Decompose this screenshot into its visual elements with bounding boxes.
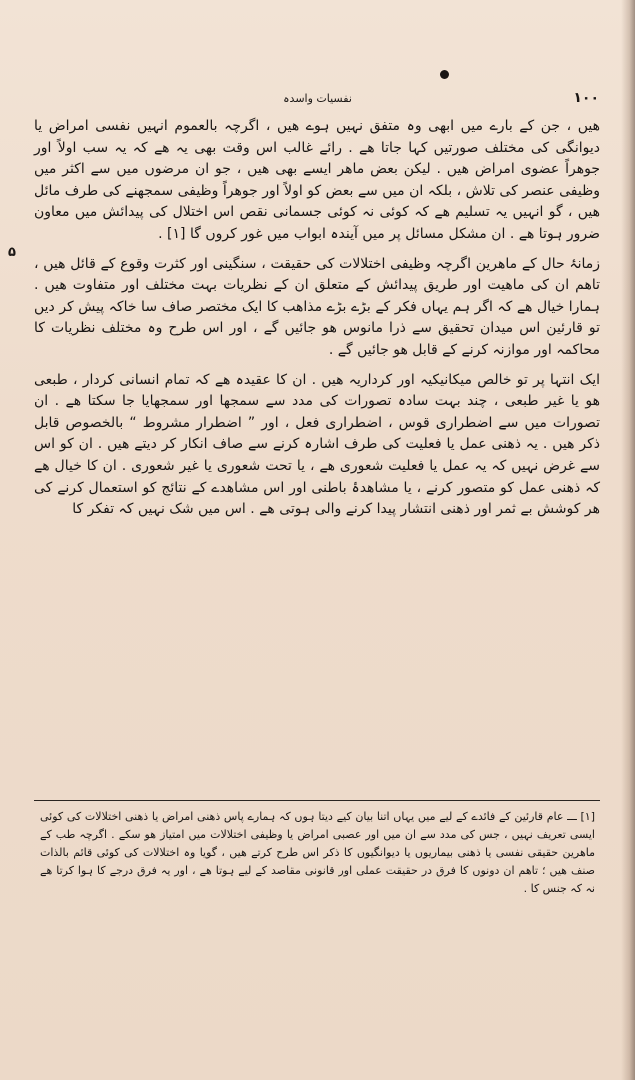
page-spine-shadow: [621, 0, 635, 1080]
footnotes: [40, 808, 595, 898]
footnote-divider: [34, 800, 600, 801]
paragraph: ایک انتہا پر تو خالص میکانیکیہ اور کرداریہ ھیں . ان کا عقیدہ ھے کہ تمام انسانی کردار ، طبعی ھو یا غیر طبعی ، چند بہت سادہ تصورات کی مدد سے سمجھا اور سمجھایا جا سکتا ھے . ان تصورات میں سے اضطراری قوس ، اضطراری فعل ، اور ” اضطرار مشروط “ بالخصوص قابل ذکر ھیں . یہ ذھنی عمل یا فعلیت کی طرف اشارہ کرنے سے صاف انکار کر دیتے ھیں . ان کو اس سے غرض نہیں کہ یہ عمل یا فعلیت شعوری ھے ، یا تحت شعوری یا غیر شعوری . ان کا خیال ھے کہ ذھنی عمل کو متصور کرنے ، یا مشاھدۂ باطنی اور اس مشاھدے کے نتائج کو استعمال کرنے کی ھر کوشش بے ثمر اور ذھنی انتشار پیدا کرنے والی ہوتی ھے . اس میں شک نہیں کہ تفکر کا: [34, 371, 600, 518]
ink-blot: [440, 70, 449, 79]
footnote: [۱] ـــ عام قارئین کے فائدے کے لیے میں یہاں اتنا بیان کیے دیتا ہوں کہ ہمارے پاس ذھنی امراض یا ذھنی اختلالات کی کوئی ایسی تعریف نہیں ، جس کی مدد سے ان میں اور عصبی امراض یا وظیفی اختلالات میں امتیاز ھو سکے . اگرچہ طب کے ماھرین حقیقی نفسی یا ذھنی بیماریوں یا دیوانگیوں کا ذکر اس طرح کرتے ھیں ، گویا وہ اختلالات کی کوئی قائم بالذات صنف ھیں ؛ تاھم ان دونوں کا فرق در حقیقت عملی اور قانونی مقاصد کے لیے ہوتا ھے ، اور یہ فرق درجے کا ہوا کرتا ھے نہ کہ جنس کا .: [40, 810, 595, 895]
main-text: [34, 116, 600, 529]
page-number: ۱۰۰: [573, 90, 599, 106]
paragraph: زمانۂ حال کے ماھرین اگرچہ وظیفی اختلالات کی حقیقت ، سنگینی اور کثرت وقوع کے قائل ھیں ، تاھم ان کی ماھیت اور طریق پیدائش کے متعلق ان کے نظریات بہت مختلف اور متفاوت ھیں . ہمارا خیال ھے کہ اگر ہم یہاں فکر کے بڑے بڑے مذاھب کا ایک مختصر صاف سا خاکہ پیش کر دیں تو قارئین اس میدان تحقیق سے ذرا مانوس ھو جائیں گے ، اور اس طرح وہ مختلف نظریات کا محاکمہ اور موازنہ کرنے کے قابل ھو جائیں گے .: [34, 255, 600, 358]
page-header: [36, 90, 599, 110]
running-title: نفسیات واسدہ: [283, 92, 352, 105]
margin-line-marker: ۵: [8, 245, 16, 260]
paragraph: ھیں ، جن کے بارے میں ابھی وہ متفق نہیں ہوے ھیں ، اگرچہ بالعموم انہیں نفسی امراض یا دیوانگی کی مختلف صورتیں کہا جاتا ھے . رائے غالب اس وقت بھی یہ ھے کہ یہ سب اولاً اور جوھراً عضوی امراض ھیں . لیکن بعض ماھر ایسے بھی ھیں ، جو ان مرضوں میں سے اکثر میں وظیفی عنصر کی تلاش ، بلکہ ان میں سے بعض کو اولاً اور جوھراً وظیفی سمجھنے کی طرف مائل ھیں ، گو انہیں یہ تسلیم ھے کہ کوئی نہ کوئی جسمانی نقص اس اختلال کی پیدائش میں معاون ضرور ہوتا ھے . ان مشکل مسائل پر میں آیندہ ابواب میں غور کروں گا [۱] .: [34, 118, 600, 242]
